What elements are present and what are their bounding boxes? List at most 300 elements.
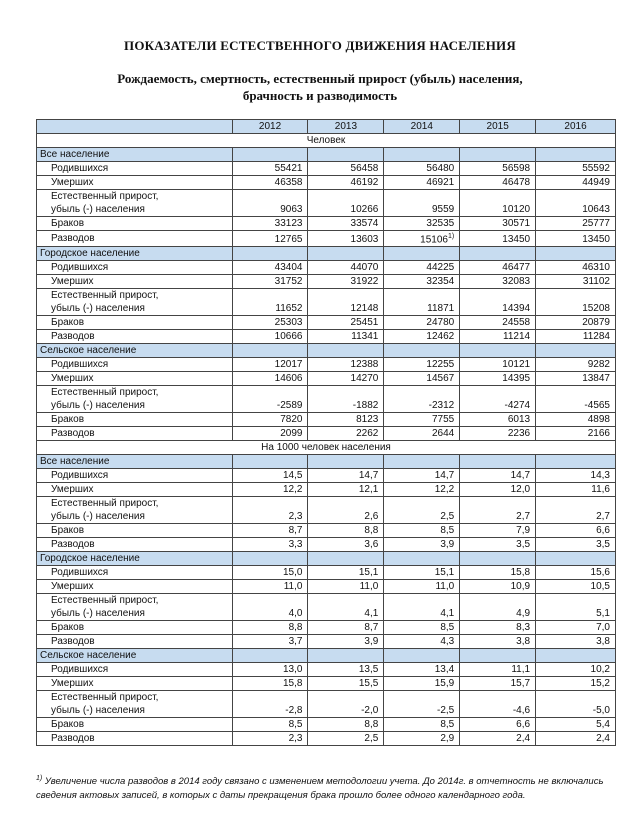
row-label-line: Браков	[51, 413, 85, 425]
cell-value: 14395	[502, 373, 531, 385]
value-cell	[536, 538, 616, 552]
value-cell	[232, 261, 308, 275]
table-row	[37, 538, 616, 552]
value-cell	[460, 289, 536, 316]
cell-value: 3,7	[288, 636, 303, 648]
section-blank-cell	[232, 148, 308, 162]
row-label-line: Браков	[51, 718, 85, 730]
section-label: Все население	[37, 455, 233, 469]
value-cell	[536, 677, 616, 691]
cell-value: 2,7	[516, 511, 531, 523]
cell-value: 24780	[426, 317, 455, 329]
value-cell	[232, 358, 308, 372]
value-cell	[308, 162, 384, 176]
table-row	[37, 231, 616, 247]
row-label-line: убыль (-) населения	[51, 303, 145, 315]
cell-value: 12,2	[434, 484, 455, 496]
cell-value: 12017	[274, 359, 303, 371]
value-cell	[536, 275, 616, 289]
value-cell	[308, 275, 384, 289]
cell-value: 15,8	[510, 567, 531, 579]
cell-value: 20879	[582, 317, 610, 329]
cell-value: 6,6	[516, 719, 531, 731]
cell-value: 8,8	[364, 719, 379, 731]
value-cell	[460, 427, 536, 441]
cell-value: 30571	[502, 218, 531, 229]
cell-value: 10,9	[510, 581, 531, 593]
row-label	[37, 413, 233, 427]
section-blank-cell	[536, 344, 616, 358]
section-blank-cell	[232, 247, 308, 261]
cell-value: -4565	[584, 400, 610, 412]
cell-value: 11,1	[511, 664, 531, 676]
row-label-line: Умерших	[51, 372, 94, 384]
value-cell	[460, 176, 536, 190]
value-cell	[308, 372, 384, 386]
cell-value: 15,0	[283, 567, 303, 579]
cell-value: 9063	[280, 204, 303, 215]
row-label-line: Разводов	[51, 538, 95, 550]
cell-value: 4,3	[440, 636, 455, 648]
section-blank-cell	[308, 344, 384, 358]
value-cell	[460, 718, 536, 732]
table-row	[37, 386, 616, 413]
section-row	[37, 552, 616, 566]
section-blank-cell	[232, 649, 308, 663]
cell-value: 55421	[274, 163, 303, 174]
table-row	[37, 413, 616, 427]
section-row	[37, 247, 616, 261]
table-row	[37, 677, 616, 691]
section-blank-cell	[536, 148, 616, 162]
cell-value: 14,5	[283, 470, 303, 482]
row-label-line: Родившихся	[51, 162, 109, 174]
cell-value: -2312	[428, 400, 455, 412]
row-label	[37, 190, 233, 217]
cell-value: 15,2	[590, 678, 610, 690]
table-row	[37, 330, 616, 344]
value-cell	[384, 275, 460, 289]
cell-value: 25303	[274, 317, 303, 329]
value-cell	[536, 427, 616, 441]
value-cell	[536, 691, 616, 718]
value-cell	[308, 217, 384, 231]
row-label	[37, 162, 233, 176]
section-blank-cell	[460, 148, 536, 162]
cell-value: 12255	[426, 359, 455, 371]
table-row	[37, 372, 616, 386]
value-cell	[460, 162, 536, 176]
cell-value: 12462	[426, 331, 455, 343]
value-cell	[384, 483, 460, 497]
table-row	[37, 691, 616, 718]
section-blank-cell	[384, 247, 460, 261]
value-cell	[384, 524, 460, 538]
cell-value: 10,5	[590, 581, 610, 593]
value-cell	[232, 162, 308, 176]
row-label-line: Родившихся	[51, 663, 109, 675]
row-label	[37, 524, 233, 538]
cell-value: -1882	[352, 400, 379, 412]
value-cell	[308, 261, 384, 275]
row-label	[37, 427, 233, 441]
row-label-line: Умерших	[51, 677, 94, 689]
cell-value: 24558	[502, 317, 531, 329]
section-blank-cell	[308, 649, 384, 663]
value-cell	[384, 594, 460, 621]
cell-value: -2,8	[285, 705, 303, 717]
value-cell	[308, 732, 384, 746]
value-cell	[460, 621, 536, 635]
cell-value: 2,3	[288, 511, 303, 523]
subtitle-line-2: брачность и разводимость	[242, 88, 398, 103]
table-row	[37, 469, 616, 483]
cell-value: 15,9	[434, 678, 455, 690]
value-cell	[308, 330, 384, 344]
cell-value: 7,9	[516, 525, 531, 537]
unit-label: На 1000 человек населения	[37, 441, 616, 455]
value-cell	[232, 580, 308, 594]
value-cell	[460, 691, 536, 718]
value-cell	[536, 469, 616, 483]
value-cell	[232, 330, 308, 344]
cell-value: 3,5	[516, 539, 531, 551]
cell-value: 7755	[431, 414, 455, 426]
value-cell	[536, 621, 616, 635]
cell-value: 2099	[280, 428, 303, 440]
page-subtitle	[40, 70, 600, 104]
row-label-line: Естественный прирост,	[51, 387, 159, 399]
cell-value: 8,3	[516, 622, 531, 634]
row-label-line: Браков	[51, 217, 85, 229]
row-label	[37, 316, 233, 330]
table-row	[37, 621, 616, 635]
table-row	[37, 190, 616, 217]
table-row	[37, 635, 616, 649]
value-cell	[384, 663, 460, 677]
value-cell	[536, 261, 616, 275]
value-cell	[460, 663, 536, 677]
row-label	[37, 469, 233, 483]
cell-value: -2,0	[361, 705, 379, 717]
value-cell	[384, 732, 460, 746]
cell-value: 15,5	[358, 678, 379, 690]
cell-value: 14,3	[590, 470, 610, 482]
cell-value: 11214	[503, 331, 531, 343]
cell-value: 10643	[582, 204, 610, 215]
row-label-line: Умерших	[51, 483, 94, 495]
table-row	[37, 718, 616, 732]
row-label	[37, 386, 233, 413]
row-label	[37, 261, 233, 275]
section-blank-cell	[308, 247, 384, 261]
cell-value: 4,9	[516, 608, 531, 620]
value-cell	[384, 677, 460, 691]
cell-value: 25451	[350, 317, 379, 329]
page-title: ПОКАЗАТЕЛИ ЕСТЕСТВЕННОГО ДВИЖЕНИЯ НАСЕЛЕНИЯ	[124, 38, 516, 53]
value-cell	[308, 621, 384, 635]
cell-value: 15,7	[510, 678, 531, 690]
row-label-line: Браков	[51, 524, 85, 536]
cell-value: 13,4	[434, 664, 455, 676]
value-cell	[232, 427, 308, 441]
cell-value: 6013	[507, 414, 531, 426]
value-cell	[460, 469, 536, 483]
section-blank-cell	[232, 455, 308, 469]
cell-value: 43404	[274, 262, 303, 274]
table-row	[37, 217, 616, 231]
row-label-line: убыль (-) населения	[51, 204, 145, 215]
cell-value: 4,1	[364, 608, 379, 620]
cell-value: 14270	[350, 373, 379, 385]
cell-value: -2,5	[436, 705, 455, 717]
section-blank-cell	[460, 344, 536, 358]
value-cell	[308, 190, 384, 217]
cell-value: 2,3	[288, 733, 303, 745]
row-label-line: Умерших	[51, 176, 94, 188]
row-label	[37, 732, 233, 746]
table-row	[37, 732, 616, 746]
cell-value: 13450	[502, 234, 531, 246]
value-cell	[308, 497, 384, 524]
section-blank-cell	[536, 649, 616, 663]
value-cell	[232, 621, 308, 635]
table-row	[37, 316, 616, 330]
value-cell	[308, 176, 384, 190]
row-label-line: Браков	[51, 316, 85, 328]
footnote	[36, 772, 610, 803]
cell-value: 2,9	[440, 733, 455, 745]
section-row	[37, 148, 616, 162]
value-cell	[536, 162, 616, 176]
row-label	[37, 621, 233, 635]
cell-value: 2,6	[364, 511, 379, 523]
value-cell	[384, 386, 460, 413]
row-label	[37, 580, 233, 594]
cell-value: 14,7	[358, 470, 379, 482]
cell-value: 11341	[351, 331, 379, 343]
value-cell	[232, 469, 308, 483]
value-cell	[232, 524, 308, 538]
footnote-mark: 1)	[36, 775, 43, 782]
row-label	[37, 594, 233, 621]
section-blank-cell	[384, 649, 460, 663]
cell-value: 15,1	[358, 567, 379, 579]
cell-value: 9282	[587, 359, 610, 371]
cell-value: 3,8	[516, 636, 531, 648]
row-label	[37, 663, 233, 677]
value-cell	[460, 190, 536, 217]
cell-value: 14394	[502, 303, 531, 315]
row-label	[37, 691, 233, 718]
section-row	[37, 649, 616, 663]
section-blank-cell	[308, 552, 384, 566]
row-label-line: убыль (-) населения	[51, 608, 145, 620]
row-label	[37, 538, 233, 552]
cell-value: 9559	[431, 204, 455, 215]
section-blank-cell	[384, 552, 460, 566]
value-cell	[460, 386, 536, 413]
value-cell	[232, 176, 308, 190]
value-cell	[536, 217, 616, 231]
statistics-table	[36, 119, 616, 746]
cell-value: 8,8	[364, 525, 379, 537]
cell-value: 14,7	[434, 470, 455, 482]
cell-value: -2589	[276, 400, 303, 412]
value-cell	[384, 231, 460, 247]
table-row	[37, 427, 616, 441]
cell-value: 12,2	[283, 484, 303, 496]
row-label	[37, 635, 233, 649]
value-cell	[460, 580, 536, 594]
section-blank-cell	[384, 344, 460, 358]
value-cell	[232, 231, 308, 247]
cell-value: 12,1	[358, 484, 379, 496]
cell-value: 33123	[274, 218, 303, 229]
cell-value: 7,0	[596, 622, 610, 634]
value-cell	[308, 524, 384, 538]
cell-value: -4,6	[512, 705, 531, 717]
value-cell	[308, 427, 384, 441]
cell-value: 5,4	[596, 719, 610, 731]
section-blank-cell	[536, 455, 616, 469]
value-cell	[536, 413, 616, 427]
section-label: Сельское население	[37, 344, 233, 358]
year-header: 2015	[460, 120, 536, 134]
subtitle-line-1: Рождаемость, смертность, естественный прирост (убыль) населения,	[117, 71, 523, 86]
value-cell	[536, 190, 616, 217]
row-label-line: Умерших	[51, 275, 94, 287]
value-cell	[308, 677, 384, 691]
row-label-line: Естественный прирост,	[51, 692, 159, 704]
row-label-line: Разводов	[51, 330, 95, 342]
cell-value: 8,8	[288, 622, 303, 634]
table-row	[37, 663, 616, 677]
value-cell	[232, 594, 308, 621]
footnote-text: Увеличение числа разводов в 2014 году связано с изменением методологии учета. До 2014г. в отчетность не включались сведения актовых записей, в которых с даты прекращения брака прошло более одного календарного года.	[36, 776, 604, 802]
cell-value: 11,0	[283, 581, 303, 593]
cell-value: 11652	[275, 303, 303, 315]
cell-value: 55592	[582, 163, 610, 174]
table-row	[37, 275, 616, 289]
value-cell	[232, 372, 308, 386]
section-blank-cell	[384, 148, 460, 162]
value-cell	[384, 621, 460, 635]
cell-value: 32535	[426, 218, 455, 229]
value-cell	[536, 372, 616, 386]
value-cell	[536, 289, 616, 316]
section-label: Городское население	[37, 552, 233, 566]
value-cell	[232, 497, 308, 524]
value-cell	[384, 718, 460, 732]
cell-value: 10666	[274, 331, 303, 343]
cell-value: 4,0	[288, 608, 303, 620]
value-cell	[536, 316, 616, 330]
value-cell	[536, 497, 616, 524]
cell-value: 32083	[502, 276, 531, 288]
cell-value: 12148	[350, 303, 379, 315]
value-cell	[232, 677, 308, 691]
value-cell	[308, 413, 384, 427]
value-cell	[308, 691, 384, 718]
value-cell	[384, 316, 460, 330]
value-cell	[460, 330, 536, 344]
value-cell	[536, 524, 616, 538]
value-cell	[536, 663, 616, 677]
cell-value: 3,5	[596, 539, 610, 551]
value-cell	[308, 580, 384, 594]
section-label: Сельское население	[37, 649, 233, 663]
value-cell	[460, 566, 536, 580]
footnote-ref: 1)	[447, 233, 455, 240]
row-label-line: убыль (-) населения	[51, 705, 145, 717]
cell-value: 15,6	[590, 567, 610, 579]
section-row	[37, 344, 616, 358]
cell-value: 56480	[426, 163, 455, 174]
cell-value: 2262	[356, 428, 379, 440]
value-cell	[308, 566, 384, 580]
row-label-line: Разводов	[51, 427, 95, 439]
value-cell	[460, 275, 536, 289]
value-cell	[384, 427, 460, 441]
cell-value: 8123	[356, 414, 379, 426]
row-label	[37, 217, 233, 231]
row-label-line: Умерших	[51, 580, 94, 592]
cell-value: 13603	[350, 234, 379, 246]
cell-value: 2236	[507, 428, 531, 440]
section-row	[37, 455, 616, 469]
value-cell	[460, 372, 536, 386]
unit-row	[37, 441, 616, 455]
row-label-line: Естественный прирост,	[51, 191, 159, 202]
value-cell	[384, 372, 460, 386]
year-header: 2016	[536, 120, 616, 134]
row-label	[37, 289, 233, 316]
section-blank-cell	[460, 247, 536, 261]
cell-value: -4274	[504, 400, 531, 412]
row-label-line: Разводов	[51, 732, 95, 744]
cell-value: 10121	[502, 359, 531, 371]
table-row	[37, 261, 616, 275]
value-cell	[308, 635, 384, 649]
value-cell	[460, 732, 536, 746]
table-row	[37, 358, 616, 372]
row-label-line: Родившихся	[51, 469, 109, 481]
value-cell	[384, 635, 460, 649]
table-row	[37, 566, 616, 580]
cell-value: 8,5	[440, 719, 455, 731]
cell-value: 25777	[582, 218, 610, 229]
value-cell	[536, 594, 616, 621]
cell-value: 12388	[350, 359, 379, 371]
cell-value: 2,4	[596, 733, 610, 745]
cell-value: 2,7	[596, 511, 610, 523]
row-label-line: убыль (-) населения	[51, 400, 145, 412]
year-header: 2012	[232, 120, 308, 134]
cell-value: 46358	[274, 177, 303, 188]
value-cell	[384, 691, 460, 718]
cell-value: 2166	[587, 428, 610, 440]
cell-value: 14606	[274, 373, 303, 385]
value-cell	[232, 566, 308, 580]
cell-value: 12765	[274, 234, 303, 246]
section-blank-cell	[232, 344, 308, 358]
value-cell	[232, 663, 308, 677]
value-cell	[232, 217, 308, 231]
value-cell	[460, 231, 536, 247]
cell-value: 6,6	[596, 525, 610, 537]
cell-value: 2644	[431, 428, 455, 440]
